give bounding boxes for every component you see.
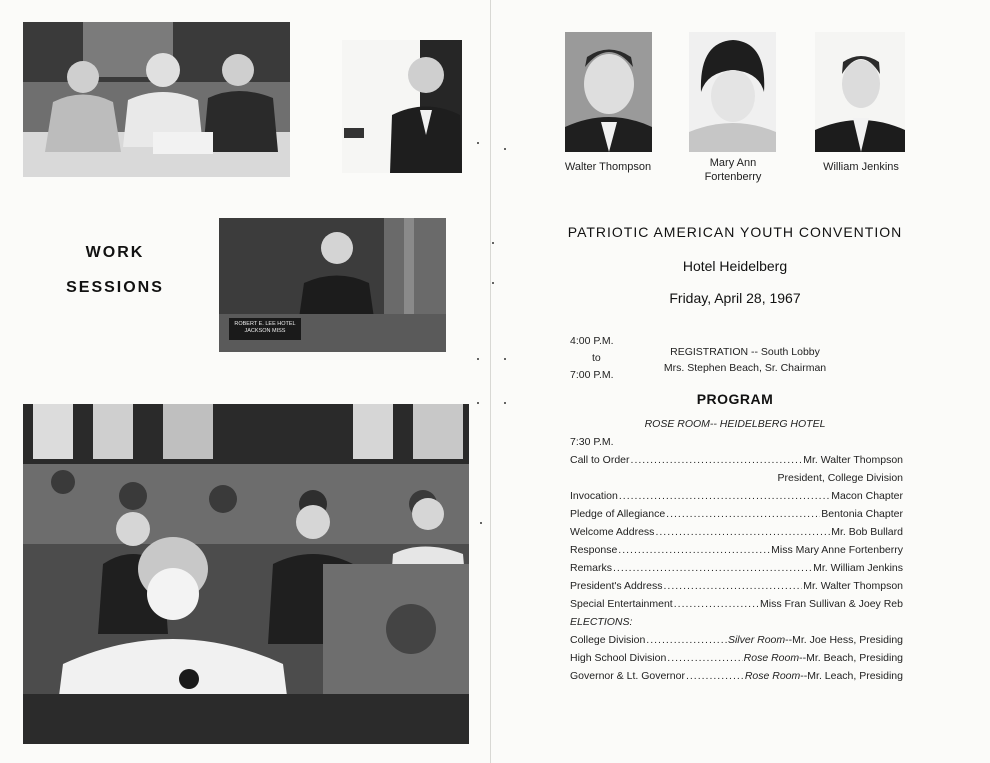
election-row: College Division ..... Silver Room --Mr. Joe Hess, Presiding: [570, 634, 903, 652]
margin-dot: [492, 282, 494, 284]
work-sessions-line2: SESSIONS: [66, 279, 164, 296]
agenda-row: Invocation ..... Macon Chapter: [570, 490, 903, 508]
margin-dot: [504, 358, 506, 360]
event-title: PATRIOTIC AMERICAN YOUTH CONVENTION: [567, 224, 903, 240]
agenda-row: President's Address ..... Mr. Walter Thompson: [570, 580, 903, 598]
registration-chair: Mrs. Stephen Beach, Sr. Chairman: [663, 362, 827, 374]
elections-label: ELECTIONS:: [570, 616, 633, 628]
agenda-subtitle: President, College Division: [777, 472, 903, 484]
portrait-caption-thompson: Walter Thompson: [564, 161, 652, 173]
portrait-walter-thompson: [565, 32, 652, 152]
page-fold: [490, 0, 491, 763]
program-title: PROGRAM: [696, 391, 774, 407]
election-row: High School Division ..... Rose Room --Mr. Beach, Presiding: [570, 652, 903, 670]
registration-times: 4:00 P.M. to 7:00 P.M.: [570, 335, 614, 381]
program-location: ROSE ROOM-- HEIDELBERG HOTEL: [644, 418, 826, 430]
agenda-row: Remarks ..... Mr. William Jenkins: [570, 562, 903, 580]
photo-speaker-microphone: [342, 40, 462, 173]
event-venue: Hotel Heidelberg: [682, 258, 788, 274]
registration-label: REGISTRATION -- South Lobby: [670, 346, 820, 358]
portrait-william-jenkins: [815, 32, 905, 152]
election-row: Governor & Lt. Governor ..... Rose Room --Mr. Leach, Presiding: [570, 670, 903, 688]
portrait-caption-jenkins: William Jenkins: [823, 161, 899, 173]
margin-dot: [492, 242, 494, 244]
margin-dot: [480, 522, 482, 524]
margin-dot: [504, 148, 506, 150]
photo-work-session-table: [23, 22, 290, 177]
margin-dot: [477, 358, 479, 360]
margin-dot: [477, 402, 479, 404]
registration-detail: [630, 344, 860, 376]
portrait-mary-ann-fortenberry: [689, 32, 776, 152]
program-time: 7:30 P.M.: [570, 436, 614, 448]
agenda-row: Welcome Address ..... Mr. Bob Bullard: [570, 526, 903, 544]
photo-legislative-chamber: [23, 404, 469, 744]
photo-podium-speaker: [219, 218, 446, 352]
portrait-caption-fortenberry: Mary Ann Fortenberry: [704, 157, 762, 183]
agenda-row: Response ..... Miss Mary Anne Fortenberry: [570, 544, 903, 562]
margin-dot: [504, 402, 506, 404]
program-agenda: [570, 436, 903, 688]
podium-sign-line1: ROBERT E. LEE HOTEL: [234, 321, 296, 327]
event-date: Friday, April 28, 1967: [669, 290, 801, 306]
podium-sign-line2: JACKSON MISS: [244, 328, 286, 334]
work-sessions-line1: WORK: [85, 244, 145, 261]
margin-dot: [477, 142, 479, 144]
agenda-row: Call to Order ..... Mr. Walter Thompson: [570, 454, 903, 472]
agenda-row: Pledge of Allegiance ..... Bentonia Chapter: [570, 508, 903, 526]
agenda-row: Special Entertainment ..... Miss Fran Sullivan & Joey Reb: [570, 598, 903, 616]
